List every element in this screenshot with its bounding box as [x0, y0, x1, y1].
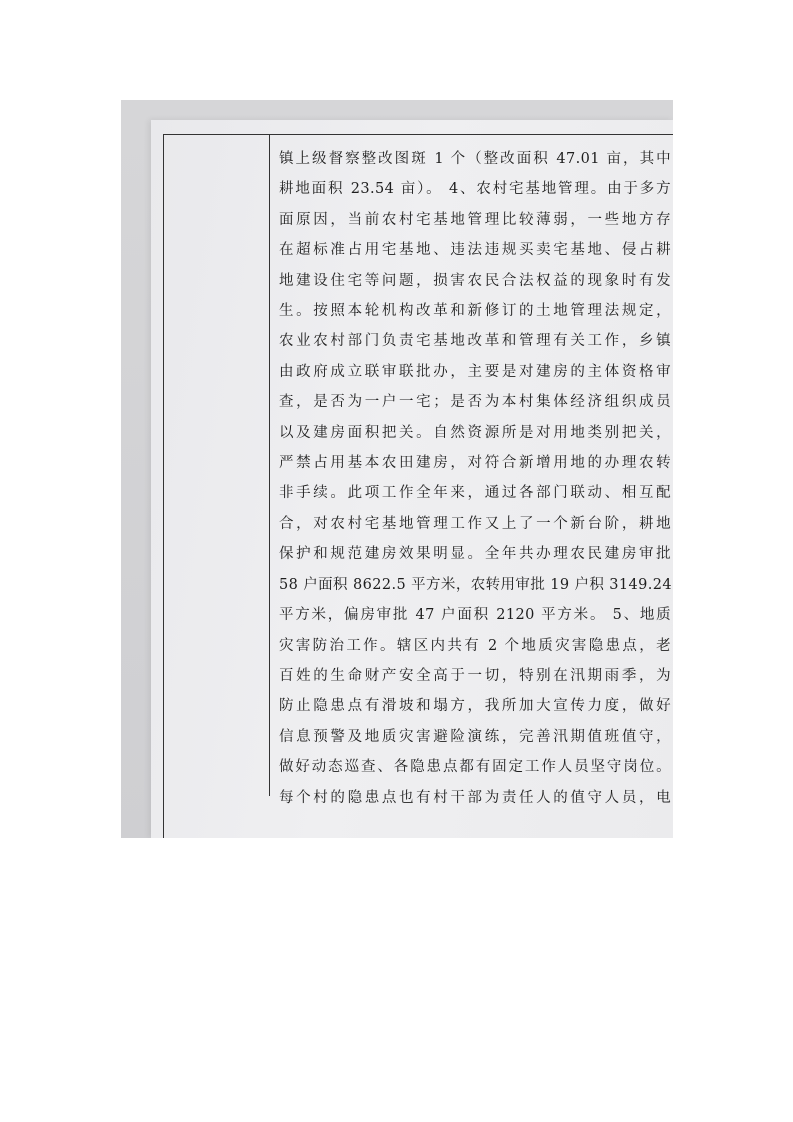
- text-line: 保护和规范建房效果明显。全年共办理农民建房审批: [279, 546, 671, 563]
- text-line: 防止隐患点有滑坡和塌方，我所加大宣传力度，做好: [279, 698, 671, 715]
- table-column-divider: [269, 134, 270, 796]
- text-line: 由政府成立联审联批办，主要是对建房的主体资格审: [279, 363, 671, 380]
- text-line: 农业农村部门负责宅基地改革和管理有关工作，乡镇: [279, 333, 671, 350]
- document-photo: [121, 100, 673, 838]
- text-line: 信息预警及地质灾害避险演练，完善汛期值班值守，: [279, 728, 671, 745]
- text-line: 镇上级督察整改图斑 1 个（整改面积 47.01 亩，其中: [279, 151, 671, 167]
- text-line: 做好动态巡查、各隐患点都有固定工作人员坚守岗位。: [279, 759, 671, 776]
- text-line: 查，是否为一户一宅；是否为本村集体经济组织成员: [279, 394, 671, 411]
- text-line: 面原因，当前农村宅基地管理比较薄弱，一些地方存: [279, 211, 671, 228]
- text-line: 百姓的生命财产安全高于一切，特别在汛期雨季，为: [279, 667, 671, 684]
- text-line: 每个村的隐患点也有村干部为责任人的值守人员，电: [279, 789, 671, 806]
- text-line: 生。按照本轮机构改革和新修订的土地管理法规定，: [279, 303, 671, 320]
- text-line: 以及建房面积把关。自然资源所是对用地类别把关，: [279, 424, 671, 441]
- text-line: 在超标准占用宅基地、违法违规买卖宅基地、侵占耕: [279, 242, 671, 259]
- text-line: 合，对农村宅基地管理工作又上了一个新台阶，耕地: [279, 515, 671, 532]
- text-line: 平方米，偏房审批 47 户面积 2120 平方米。 5、地质: [279, 607, 671, 624]
- paper-page: [151, 120, 673, 838]
- table-text-cell: [279, 144, 671, 813]
- text-line: 灾害防治工作。辖区内共有 2 个地质灾害隐患点，老: [279, 637, 671, 654]
- text-line: 58 户面积 8622.5 平方米，农转用审批 19 户积 3149.24: [279, 576, 673, 593]
- table-top-border: [163, 134, 673, 135]
- text-line: 严禁占用基本农田建房，对符合新增用地的办理农转: [279, 455, 671, 472]
- text-line: 非手续。此项工作全年来，通过各部门联动、相互配: [279, 485, 671, 502]
- table-left-border: [163, 134, 164, 838]
- text-line: 耕地面积 23.54 亩）。 4、农村宅基地管理。由于多方: [279, 181, 671, 198]
- text-line: 地建设住宅等问题，损害农民合法权益的现象时有发: [279, 272, 671, 289]
